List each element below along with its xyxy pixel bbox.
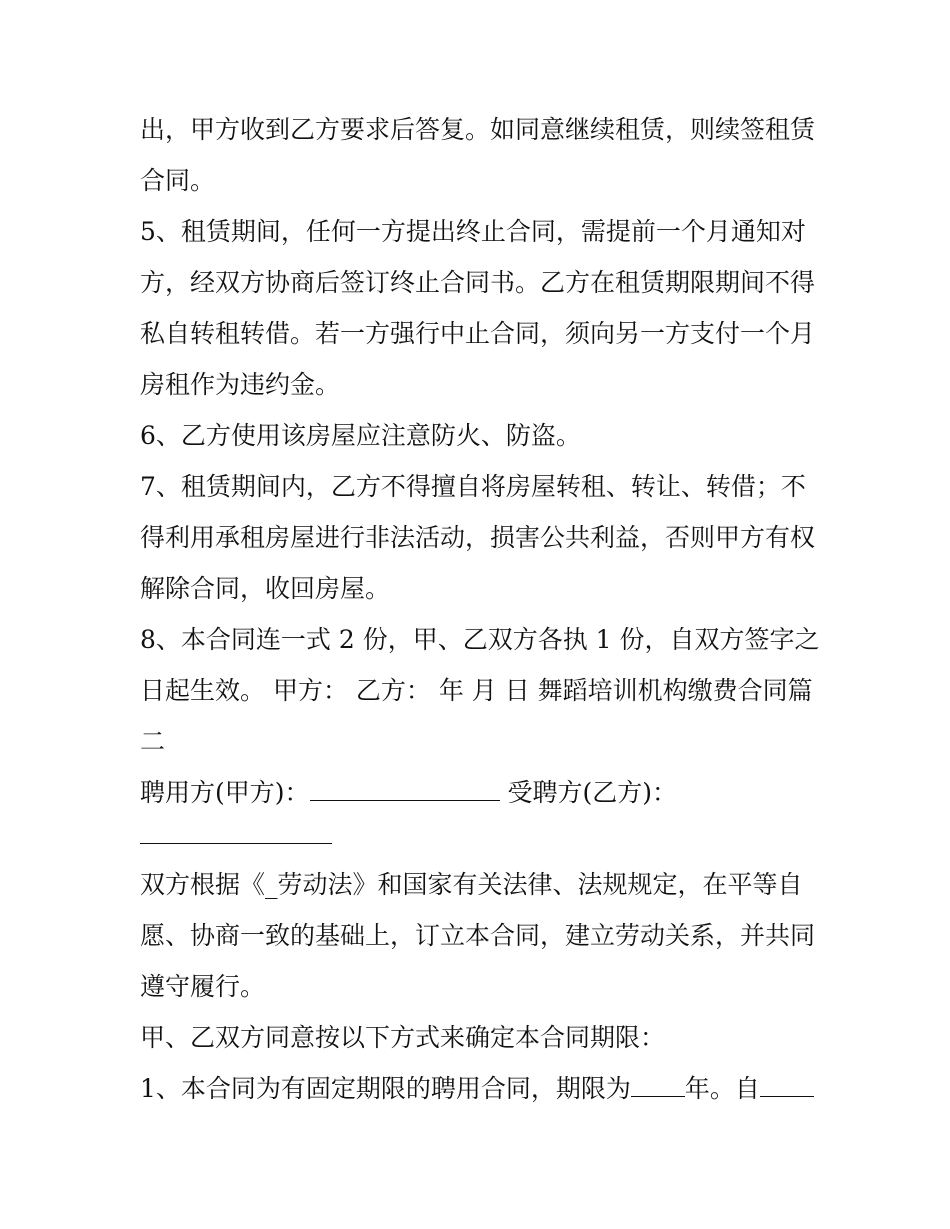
paragraph-line: 出，甲方收到乙方要求后答复。如同意继续租赁，则续签租赁 bbox=[140, 115, 816, 144]
clause-7-line: 7、租赁期间内，乙方不得擅自将房屋转租、转让、转借；不 bbox=[140, 472, 806, 501]
party-line bbox=[140, 777, 820, 809]
employee-label: 受聘方(乙方)： bbox=[507, 778, 677, 807]
paragraph-line: 遵守履行。 bbox=[140, 972, 266, 1001]
paragraph-line: 得利用承租房屋进行非法活动，损害公共利益，否则甲方有权 bbox=[140, 523, 816, 552]
paragraph-line: 双方根据《_劳动法》和国家有关法律、法规规定，在平等自 bbox=[140, 870, 803, 899]
start-date-blank bbox=[760, 1074, 814, 1097]
employee-blank-line bbox=[140, 820, 820, 852]
paragraph-line: 方，经双方协商后签订终止合同书。乙方在租赁期限期间不得 bbox=[140, 268, 816, 297]
employee-blank bbox=[140, 821, 332, 844]
paragraph-line: 房租作为违约金。 bbox=[140, 370, 341, 399]
paragraph-line: 甲、乙双方同意按以下方式来确定本合同期限： bbox=[140, 1023, 666, 1052]
signature-line: 日起生效。 甲方： 乙方： 年 月 日 舞蹈培训机构缴费合同篇 bbox=[140, 676, 813, 705]
paragraph-line: 二 bbox=[140, 727, 166, 756]
clause-5-line: 5、租赁期间，任何一方提出终止合同，需提前一个月通知对 bbox=[140, 217, 806, 246]
term-line bbox=[140, 1073, 820, 1105]
employer-blank bbox=[310, 778, 500, 801]
clause-6-line: 6、乙方使用该房屋应注意防火、防盗。 bbox=[140, 421, 581, 450]
term-prefix: 1、本合同为有固定期限的聘用合同，期限为 bbox=[140, 1074, 631, 1103]
years-blank bbox=[631, 1074, 685, 1097]
paragraph-line: 私自转租转借。若一方强行中止合同，须向另一方支付一个月 bbox=[140, 319, 816, 348]
term-middle: 年。自 bbox=[684, 1074, 760, 1103]
clause-8-line: 8、本合同连一式 2 份，甲、乙双方各执 1 份，自双方签字之 bbox=[140, 625, 820, 654]
paragraph-line: 解除合同，收回房屋。 bbox=[140, 574, 391, 603]
employer-label: 聘用方(甲方)： bbox=[140, 778, 310, 807]
paragraph-line: 愿、协商一致的基础上，订立本合同，建立劳动关系，并共同 bbox=[140, 921, 816, 950]
paragraph-line: 合同。 bbox=[140, 166, 216, 195]
